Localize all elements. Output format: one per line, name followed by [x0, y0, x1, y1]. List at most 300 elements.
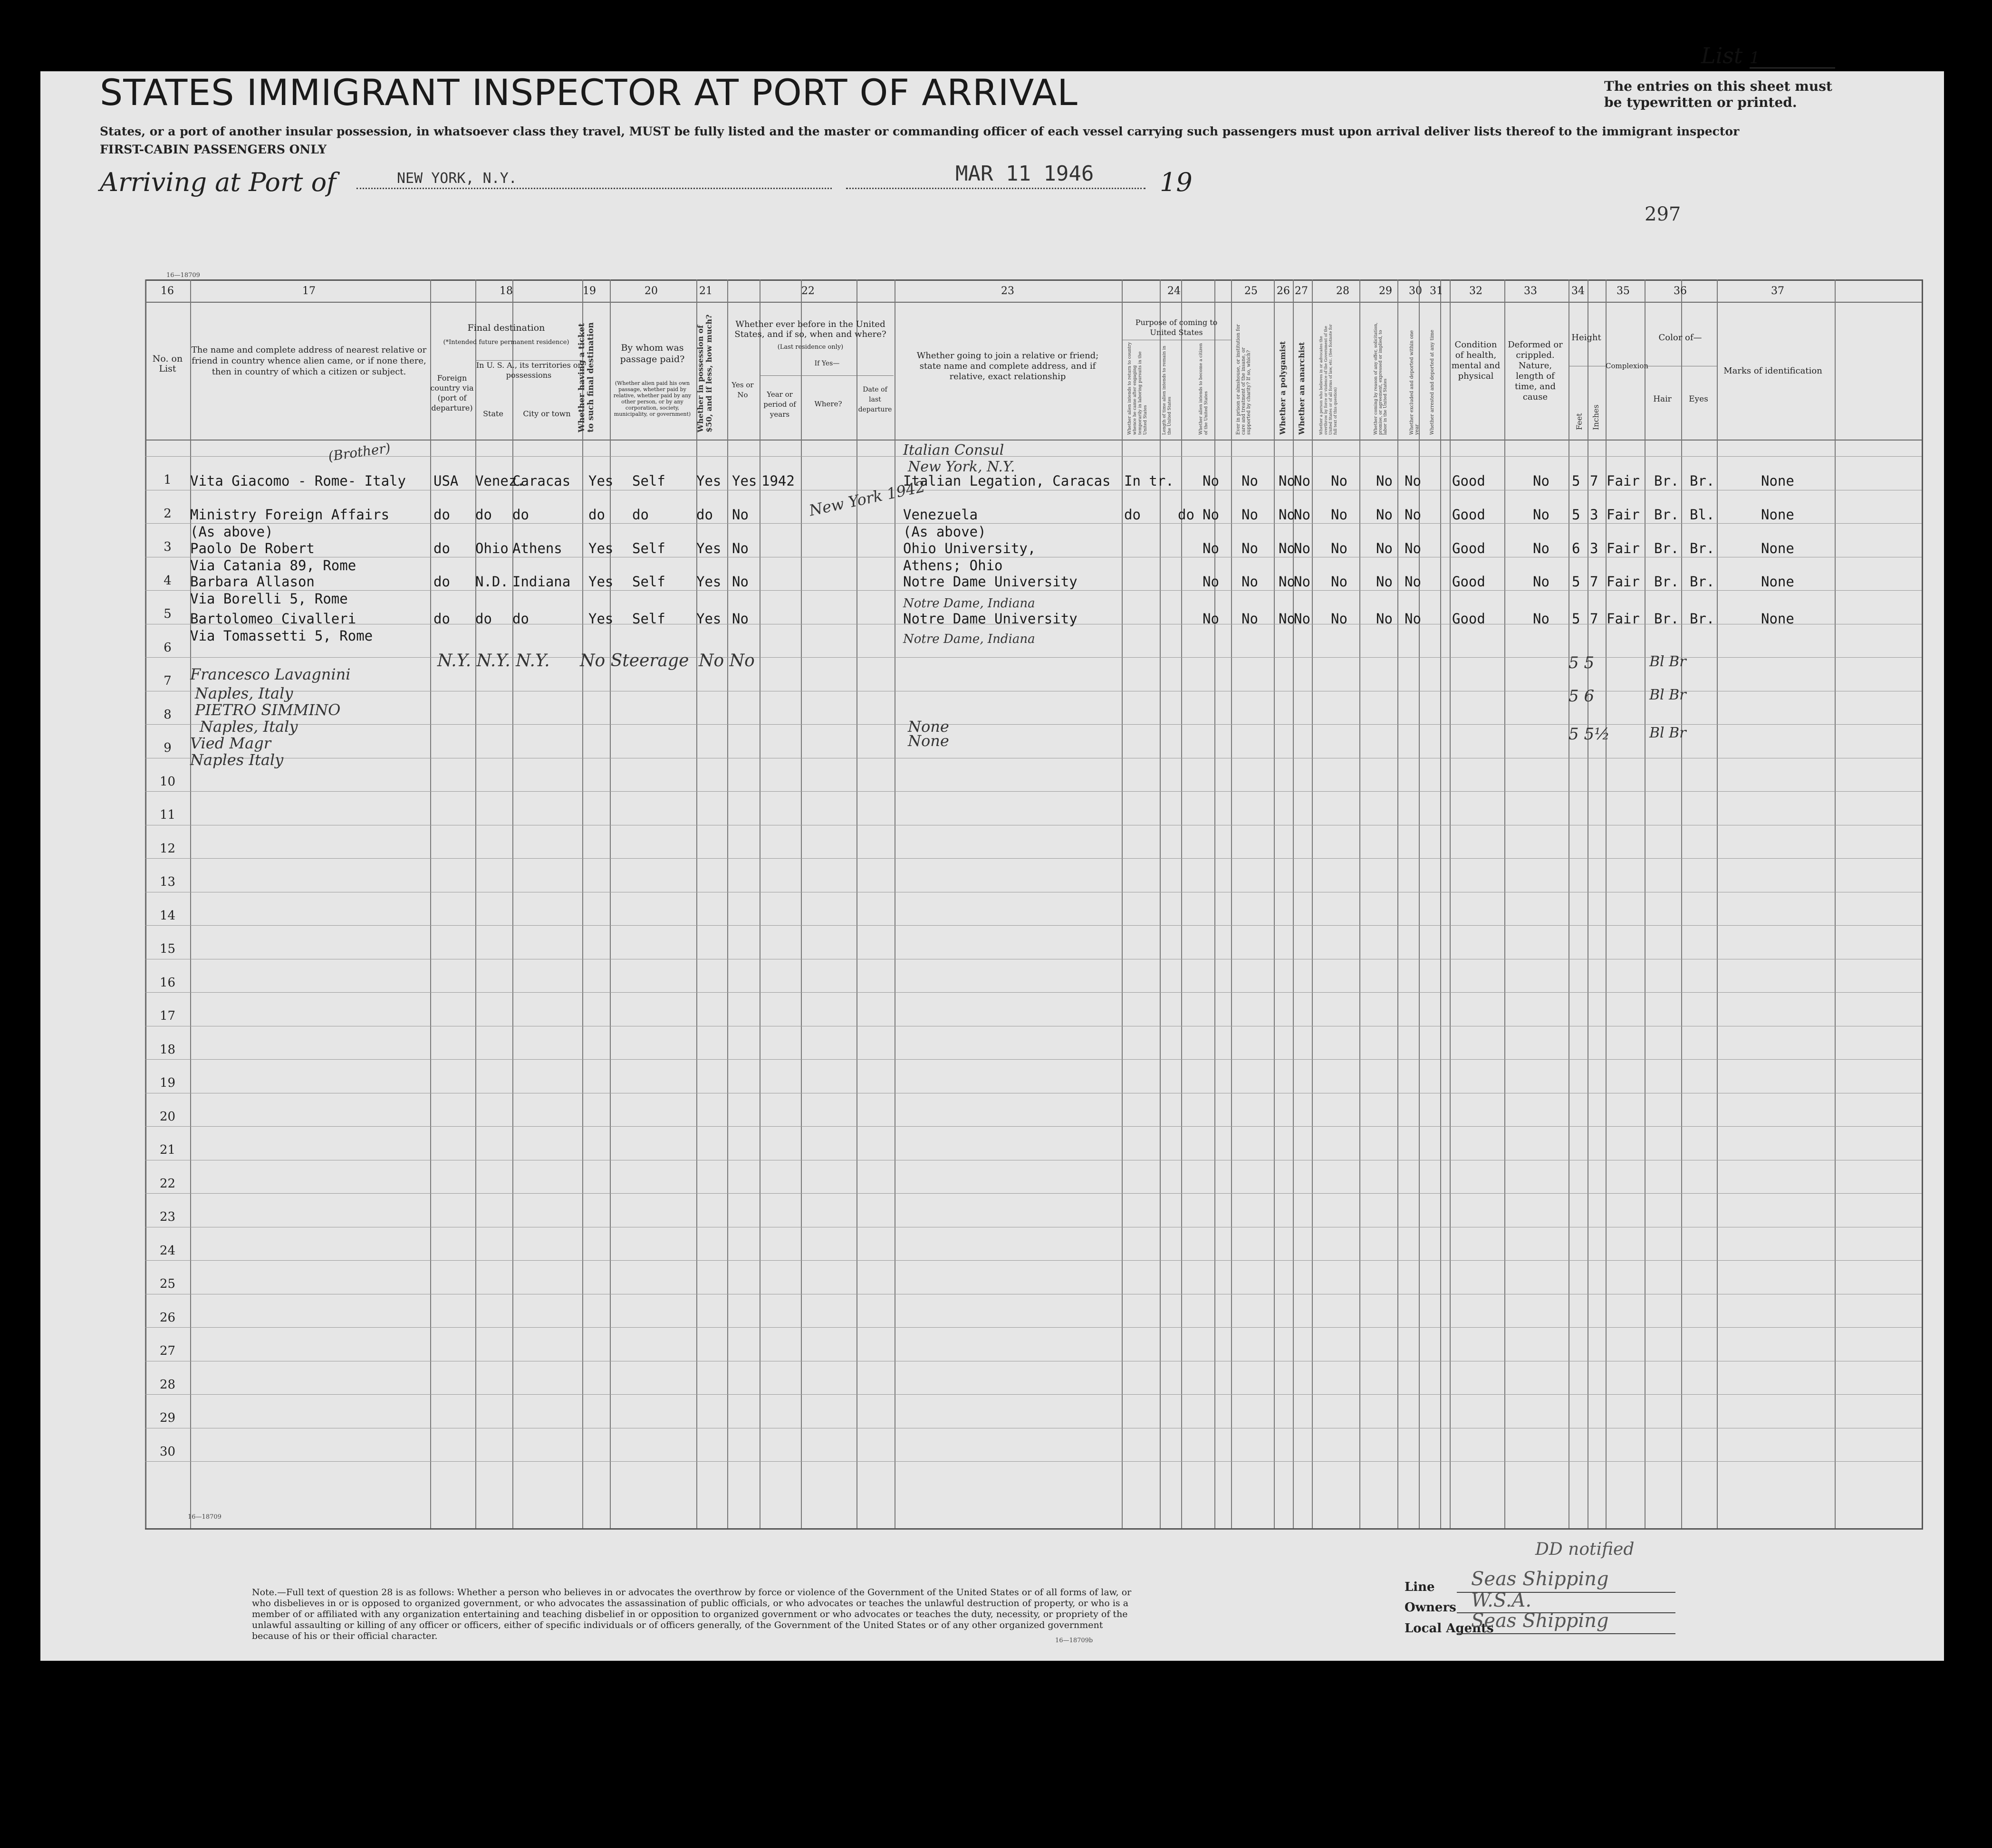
handwritten-annotation: DD notified [1535, 1540, 1635, 1559]
col-20-note: (Whether alien paid his own passage, whether paid by relative, whether paid by any other person, or by any corporation, society, municipality, or government) [613, 380, 692, 417]
column-rule [1450, 279, 1451, 1528]
cell-foreign: do [433, 540, 450, 556]
cell-fifty: Yes [696, 473, 722, 489]
col-36-header: Color of— [1658, 333, 1702, 343]
col-32-header: Condition of health, mental and physical [1451, 340, 1501, 381]
col-24c-header: Whether alien intends to become a citizen of the United States [1199, 343, 1209, 435]
cell-relative: Vita Giacomo - Rome- Italy [190, 473, 406, 489]
handwritten-annotation: 5 6 [1569, 687, 1595, 706]
cell-complexion: Fair [1607, 540, 1640, 556]
col-30-header: Whether excluded and deported within one year [1409, 330, 1420, 435]
row-rule [145, 523, 1922, 524]
column-rule [696, 279, 697, 1528]
handwritten-annotation: Bl Br [1649, 653, 1686, 670]
cell-q27: No [1279, 611, 1295, 627]
cell-q29: No [1331, 574, 1347, 590]
handwritten-annotation: (Brother) [327, 440, 392, 465]
cell-city: Caracas [512, 473, 571, 489]
cell-relative2: Via Borelli 5, Rome [190, 591, 348, 607]
cell-city: do [512, 611, 529, 627]
cell-foreign: do [433, 507, 450, 523]
cell-marks: None [1761, 611, 1794, 627]
agents-label: Local Agents [1405, 1621, 1494, 1636]
column-number: 29 [1379, 285, 1392, 297]
cell-join2: Athens; Ohio [903, 557, 1003, 574]
row-rule [145, 1126, 1922, 1127]
col-36-eyes: Eyes [1689, 394, 1708, 404]
col-18-header: Final destination [467, 323, 545, 333]
cell-before: No [732, 540, 749, 556]
cell-inches: 3 [1590, 507, 1598, 523]
col-29-header: Whether coming by reason of any offer, solicitation, promise, or agreement, expressed or implied, to labor in the United States [1374, 322, 1388, 435]
date-line [846, 188, 1145, 189]
cell-q30: No [1376, 507, 1393, 523]
column-rule [1181, 279, 1182, 1528]
column-number: 35 [1617, 285, 1630, 297]
cell-q26: No [1241, 574, 1258, 590]
column-number: 18 [500, 285, 513, 297]
row-rule [145, 1394, 1922, 1395]
cell-inches: 7 [1590, 611, 1598, 627]
cell-q25: No [1203, 540, 1219, 556]
row-rule [145, 791, 1922, 792]
cell-feet: 5 [1572, 574, 1580, 590]
cell-q25: No [1203, 574, 1219, 590]
line-label: Line [1405, 1580, 1435, 1594]
row-number: 16 [159, 975, 176, 990]
row-rule [145, 858, 1922, 859]
cell-ticket: do [588, 507, 605, 523]
column-rule [145, 279, 146, 1528]
handwritten-annotation: Francesco Lavagnini [190, 665, 351, 683]
cell-city: Indiana [512, 574, 571, 590]
cell-feet: 5 [1572, 473, 1580, 489]
row-rule [145, 456, 1922, 457]
cell-before: No [732, 611, 749, 627]
handwritten-annotation: 5 5 [1569, 653, 1595, 672]
header-divider [145, 302, 1922, 303]
col-22-header: Whether ever before in the United States, and if so, when and where? [734, 319, 886, 339]
cell-fifty: Yes [696, 574, 722, 590]
row-number: 25 [159, 1277, 176, 1291]
form-code-bottom: 16—18709 [188, 1513, 221, 1521]
cell-q24c: do [1178, 507, 1194, 523]
column-rule [430, 279, 431, 1528]
col-22-note: (Last residence only) [777, 344, 844, 351]
form-code-footer: 16—18709b [1055, 1637, 1093, 1644]
col-18-city: City or town [523, 409, 571, 418]
row-number: 7 [164, 674, 172, 688]
cell-ticket: Yes [588, 574, 614, 590]
cell-complexion: Fair [1607, 473, 1640, 489]
cell-deformed: No [1533, 574, 1549, 590]
column-rule [1312, 279, 1313, 1528]
cell-hair: Br. [1654, 473, 1679, 489]
cell-eyes: Br. [1690, 540, 1715, 556]
row-number: 8 [164, 707, 172, 722]
handwritten-annotation: New York 1942 [807, 477, 927, 520]
cell-foreign: do [433, 574, 450, 590]
row-rule [145, 925, 1922, 926]
handwritten-annotation: Italian Consul [903, 442, 1004, 459]
row-number: 10 [159, 774, 176, 789]
column-number: 23 [1001, 285, 1014, 297]
subheader-rule [760, 375, 894, 376]
row-number: 1 [164, 473, 172, 487]
cell-marks: None [1761, 507, 1794, 523]
column-rule [1397, 279, 1398, 1528]
column-rule [1681, 279, 1682, 1528]
cell-relative: Paolo De Robert [190, 540, 315, 556]
port-line [356, 188, 832, 189]
row-rule [145, 1327, 1922, 1328]
cell-q26: No [1241, 507, 1258, 523]
cell-hair: Br. [1654, 574, 1679, 590]
column-number: 19 [583, 285, 596, 297]
cell-health: Good [1452, 574, 1485, 590]
question-28-footnote: Note.—Full text of question 28 is as follows: Whether a person who believes in or advocates the overthrow by force or violence of the Government of the United States or of all forms of law, or who disbelieves in or is opposed to organized government, or who advocates the assassination of public officials, or who advocates or teaches the unlawful destruction of property, or who is a member of or affiliated with any organization entertaining and teaching disbelief in or opposition to organized government or who advocates or teaches the duty, necessity, or propriety of the unlawful assaulting or killing of any officer or officers, either of specific individuals or of officers generally, of the Government of the United States or of any other organized government because of his or their official character. [252, 1587, 1132, 1641]
column-rule [1645, 279, 1646, 1528]
handwritten-annotation: PIETRO SIMMINO [195, 701, 341, 719]
date-stamp: MAR 11 1946 [955, 162, 1094, 186]
cell-relative2: Via Catania 89, Rome [190, 557, 356, 574]
cell-feet: 5 [1572, 507, 1580, 523]
col-27-header: Whether an anarchist [1297, 342, 1306, 435]
cell-ticket: Yes [588, 611, 614, 627]
cell-health: Good [1452, 540, 1485, 556]
row-rule [145, 590, 1922, 591]
cell-q30: No [1376, 611, 1393, 627]
row-number: 6 [164, 640, 172, 655]
column-rule [727, 279, 728, 1528]
row-number: 21 [159, 1143, 176, 1157]
cell-paid: do [632, 507, 649, 523]
row-number: 11 [159, 808, 176, 822]
column-number: 25 [1244, 285, 1258, 297]
cell-hair: Br. [1654, 611, 1679, 627]
column-rule [610, 279, 611, 1528]
column-number: 31 [1430, 285, 1443, 297]
handwritten-annotation: None [908, 718, 949, 736]
cell-q29: No [1331, 507, 1347, 523]
cell-q28: No [1294, 473, 1310, 489]
cell-relative: Ministry Foreign Affairs [190, 507, 390, 523]
cell-marks: None [1761, 540, 1794, 556]
port-stamp: NEW YORK, N.Y. [397, 170, 517, 187]
column-rule [1214, 279, 1215, 1528]
column-number: 34 [1571, 285, 1585, 297]
row-number: 13 [159, 875, 176, 889]
cell-q28: No [1294, 611, 1310, 627]
cell-city: do [512, 507, 529, 523]
cell-purpose: do [1124, 507, 1141, 523]
col-20-header: By whom was passage paid? [620, 343, 685, 364]
col-36-hair: Hair [1653, 394, 1672, 404]
handwritten-annotation: No Steerage [580, 651, 689, 670]
cell-q29: No [1331, 473, 1347, 489]
column-rule [801, 279, 802, 1528]
cell-q30: No [1376, 540, 1393, 556]
cell-q29: No [1331, 540, 1347, 556]
cell-deformed: No [1533, 611, 1549, 627]
cell-purpose: In tr. [1124, 473, 1174, 489]
arriving-label: Arriving at Port of [100, 167, 337, 197]
cell-complexion: Fair [1607, 611, 1640, 627]
cell-q28: No [1294, 507, 1310, 523]
column-number: 33 [1524, 285, 1537, 297]
cell-relative: Barbara Allason [190, 574, 315, 590]
column-rule [856, 279, 857, 1528]
cell-feet: 5 [1572, 611, 1580, 627]
cell-relative2: (As above) [190, 524, 273, 540]
cell-q31: No [1405, 507, 1421, 523]
col-37-header: Marks of identification [1723, 366, 1822, 376]
column-rule [1504, 279, 1505, 1528]
col-18-note: (*Intended future permanent residence) [443, 339, 569, 346]
column-rule [1440, 279, 1441, 1528]
column-rule [1419, 279, 1420, 1528]
cell-eyes: Br. [1690, 611, 1715, 627]
cell-paid: Self [632, 574, 665, 590]
cell-join2: (As above) [903, 524, 986, 540]
line-handwriting: Seas Shipping [1471, 1568, 1609, 1590]
cell-foreign: do [433, 611, 450, 627]
handwritten-annotation: No No [699, 651, 755, 670]
column-number: 32 [1469, 285, 1482, 297]
row-rule [145, 1260, 1922, 1261]
handwritten-annotation: Naples, Italy [200, 718, 298, 736]
cell-q29: No [1331, 611, 1347, 627]
column-number: 20 [645, 285, 658, 297]
cell-marks: None [1761, 473, 1794, 489]
cell-inches: 3 [1590, 540, 1598, 556]
row-number: 28 [159, 1377, 176, 1392]
col-25-header: Ever in prison or almshouse, or institution for care and treatment of the insane, or supported by charity? If so, which? [1236, 324, 1251, 435]
row-rule [145, 1193, 1922, 1194]
cell-ticket: Yes [588, 540, 614, 556]
row-number: 15 [159, 942, 176, 956]
column-rule [190, 279, 191, 1528]
column-rule [1359, 279, 1360, 1528]
row-number: 22 [159, 1176, 176, 1191]
column-rule [1274, 279, 1275, 1528]
col-21-header: Whether in possession of $50, and if less, how much? [696, 314, 713, 432]
subtitle-first-cabin: FIRST-CABIN PASSENGERS ONLY [100, 143, 327, 156]
column-number: 24 [1167, 285, 1181, 297]
row-number: 18 [159, 1042, 176, 1057]
col-22-where: Where? [814, 400, 842, 408]
column-number: 30 [1409, 285, 1422, 297]
row-number: 24 [159, 1243, 176, 1258]
column-rule [1160, 279, 1161, 1528]
cell-before: No [732, 574, 749, 590]
col-19-header: Whether having a ticket to such final destination [577, 322, 596, 432]
cell-q26: No [1241, 540, 1258, 556]
owners-handwriting: W.S.A. [1471, 1589, 1532, 1611]
col-35-header: Complexion [1606, 362, 1648, 370]
cell-join: Venezuela [903, 507, 978, 523]
handwritten-annotation: N.Y. N.Y. N.Y. [437, 651, 550, 670]
row-number: 27 [159, 1344, 176, 1358]
col-22-year: Year or period of years [763, 390, 796, 419]
col-22-date: Date of last departure [858, 386, 892, 413]
handwritten-annotation: Notre Dame, Indiana [903, 596, 1035, 611]
cell-q27: No [1279, 507, 1295, 523]
cell-year: 1942 [761, 473, 795, 489]
cell-deformed: No [1533, 540, 1549, 556]
handwritten-annotation: Notre Dame, Indiana [903, 632, 1035, 646]
handwritten-annotation: None [908, 732, 949, 750]
column-rule [1717, 279, 1718, 1528]
cell-fifty: Yes [696, 540, 722, 556]
sheet-number: 297 [1645, 203, 1681, 225]
cell-relative2: Via Tomassetti 5, Rome [190, 628, 373, 644]
cell-join: Italian Legation, Caracas [903, 473, 1111, 489]
cell-eyes: Br. [1690, 574, 1715, 590]
cell-deformed: No [1533, 507, 1549, 523]
col-18-usa: In U. S. A., its territories or possessions [476, 361, 582, 380]
column-rule [512, 279, 513, 1528]
column-rule [1231, 279, 1232, 1528]
column-number: 17 [302, 285, 316, 297]
cell-before: Yes [732, 473, 757, 489]
entries-note: The entries on this sheet must be typewritten or printed. [1604, 78, 1832, 110]
row-number: 5 [164, 607, 172, 621]
row-number: 23 [159, 1210, 176, 1224]
cell-fifty: Yes [696, 611, 722, 627]
year-prefix: 19 [1160, 167, 1193, 197]
row-number: 3 [164, 540, 172, 554]
cell-complexion: Fair [1607, 507, 1640, 523]
cell-health: Good [1452, 473, 1485, 489]
col-34-inches: Inches [1591, 404, 1600, 430]
column-number: 21 [699, 285, 712, 297]
col-34-header: Height [1571, 333, 1601, 343]
column-number: 16 [161, 285, 174, 297]
cell-q30: No [1376, 473, 1393, 489]
cell-relative: Bartolomeo Civalleri [190, 611, 356, 627]
cell-state: N.D. [475, 574, 509, 590]
row-number: 4 [164, 573, 172, 588]
cell-state: do [475, 611, 492, 627]
col-28-header: Whether a person who believes in or advocates the overthrow by force or violence of the Government of the United States or of all forms of law, etc. (See footnote for full text of this question) [1319, 324, 1338, 435]
list-label: List 1 [1701, 43, 1835, 68]
agents-handwriting: Seas Shipping [1471, 1610, 1609, 1632]
cell-fifty: do [696, 507, 713, 523]
row-number: 17 [159, 1009, 176, 1023]
row-number: 30 [159, 1444, 176, 1459]
handwritten-annotation: New York, N.Y. [908, 459, 1015, 475]
col-33-header: Deformed or crippled. Nature, length of time, and cause [1508, 340, 1563, 402]
cell-join: Ohio University, [903, 540, 1036, 556]
cell-q31: No [1405, 540, 1421, 556]
column-number: 26 [1277, 285, 1290, 297]
row-number: 26 [159, 1310, 176, 1325]
col-24b-header: Length of time alien intends to remain in the United States [1162, 345, 1172, 435]
cell-health: Good [1452, 507, 1485, 523]
cell-q31: No [1405, 473, 1421, 489]
handwritten-annotation: 5 5½ [1569, 725, 1610, 744]
column-number: 28 [1336, 285, 1349, 297]
cell-hair: Br. [1654, 507, 1679, 523]
row-rule [145, 1461, 1922, 1462]
handwritten-annotation: Bl Br [1649, 687, 1686, 703]
col-34-feet: Feet [1575, 413, 1584, 430]
column-number: 37 [1771, 285, 1784, 297]
column-rule [1293, 279, 1294, 1528]
cell-q28: No [1294, 540, 1310, 556]
cell-paid: Self [632, 611, 665, 627]
cell-complexion: Fair [1607, 574, 1640, 590]
column-number: 22 [801, 285, 815, 297]
cell-state: Venez. [475, 473, 525, 489]
col-17-header: The name and complete address of nearest relative or friend in country whence alien came, or if none there, then in country of which a citizen or subject. [191, 345, 427, 377]
cell-feet: 6 [1572, 540, 1580, 556]
cell-paid: Self [632, 473, 665, 489]
column-rule [1122, 279, 1123, 1528]
handwritten-annotation: Vied Magr [190, 734, 271, 752]
cell-inches: 7 [1590, 574, 1598, 590]
col-31-header: Whether arrested and deported at any time [1430, 329, 1435, 435]
column-number: 36 [1674, 285, 1687, 297]
col-22-ifyes: If Yes— [814, 360, 840, 367]
column-rule [475, 279, 476, 1528]
cell-join: Notre Dame University [903, 574, 1078, 590]
row-number: 29 [159, 1411, 176, 1425]
cell-eyes: Bl. [1690, 507, 1715, 523]
cell-inches: 7 [1590, 473, 1598, 489]
handwritten-annotation: Naples Italy [190, 751, 284, 769]
row-number: 9 [164, 741, 172, 755]
cell-ticket: Yes [588, 473, 614, 489]
cell-marks: None [1761, 574, 1794, 590]
column-number: 27 [1295, 285, 1308, 297]
cell-q27: No [1279, 473, 1295, 489]
col-24a-header: Whether alien intends to return to country whence he came after engaging temporarily in laboring pursuits in the United States [1127, 342, 1148, 435]
cell-q25: No [1203, 473, 1219, 489]
cell-q26: No [1241, 473, 1258, 489]
column-rule [1606, 279, 1607, 1528]
cell-q27: No [1279, 540, 1295, 556]
row-number: 20 [159, 1109, 176, 1124]
cell-q25: No [1203, 507, 1219, 523]
cell-q28: No [1294, 574, 1310, 590]
cell-before: No [732, 507, 749, 523]
cell-city: Athens [512, 540, 562, 556]
row-rule [145, 992, 1922, 993]
cell-eyes: Br. [1690, 473, 1715, 489]
handwritten-annotation: Bl Br [1649, 725, 1686, 741]
cell-q27: No [1279, 574, 1295, 590]
cell-health: Good [1452, 611, 1485, 627]
col-22-yesno: Yes or No [731, 381, 754, 399]
col-16-header: No. on List [152, 354, 183, 374]
row-number: 19 [159, 1076, 176, 1090]
cell-paid: Self [632, 540, 665, 556]
manifest-table [145, 279, 1923, 1530]
page-title: STATES IMMIGRANT INSPECTOR AT PORT OF ARRIVAL [100, 71, 1078, 114]
cell-state: do [475, 507, 492, 523]
handwritten-annotation: Naples, Italy [195, 684, 293, 702]
cell-q31: No [1405, 611, 1421, 627]
col-23-header: Whether going to join a relative or friend; state name and complete address, and if relative, exact relationship [916, 351, 1099, 382]
col-18-foreign: Foreign country via (port of departure) [430, 373, 474, 412]
col-26-header: Whether a polygamist [1278, 341, 1287, 435]
agents-field [1457, 1633, 1675, 1634]
cell-q31: No [1405, 574, 1421, 590]
col-24-header: Purpose of coming to United States [1135, 318, 1218, 337]
cell-foreign: USA [433, 473, 459, 489]
